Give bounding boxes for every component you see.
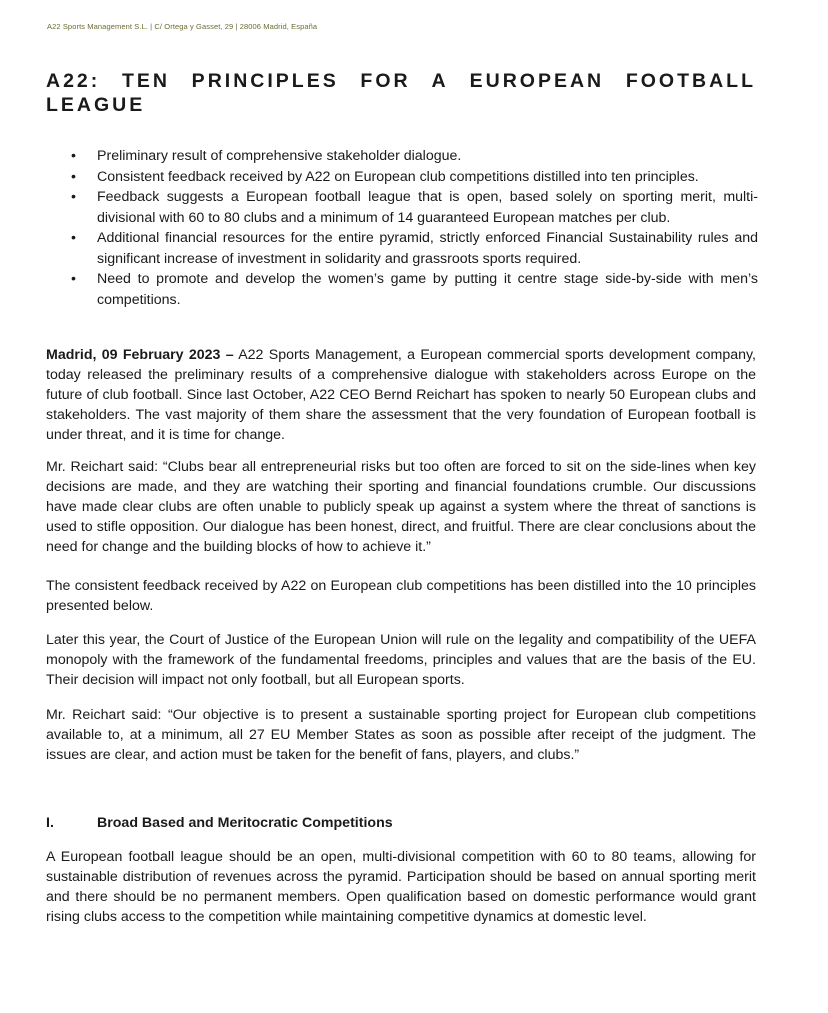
quote-paragraph-2: Mr. Reichart said: “Our objective is to present a sustainable sporting project for European club competitions available to, at a minimum, all 27 EU Member States as soon as possible after receipt of the judgment. The issues are clear, and action must be taken for the benefit of fans, players, and clubs.” bbox=[46, 707, 756, 763]
summary-bullet-list bbox=[46, 146, 758, 310]
intro-paragraph bbox=[46, 345, 756, 445]
court-paragraph: Later this year, the Court of Justice of the European Union will rule on the legality and compatibility of the UEFA monopoly with the framework of the fundamental freedoms, principles and values that are the basis of the EU. Their decision will impact not only football, but all European sports. bbox=[46, 632, 756, 688]
intro-paragraph-text: A22 Sports Management, a European commercial sports development company, today released the preliminary results of a comprehensive dialogue with stakeholders across Europe on the future of club football. Since last October, A22 CEO Bernd Reichart has spoken to nearly 50 European clubs and stakeholders. The vast majority of them share the assessment that the very foundation of European football is under threat, and it is time for change. bbox=[46, 347, 756, 443]
bullet-item: • Need to promote and develop the women’s game by putting it centre stage side-by-side with men’s competitions. bbox=[46, 269, 758, 310]
section-number: I. bbox=[46, 815, 54, 831]
quote-paragraph-1: Mr. Reichart said: “Clubs bear all entrepreneurial risks but too often are forced to sit on the side-lines when key decisions are made, and they are watching their sporting and financial foundations crumble. Our discussions have made clear clubs are often unable to publicly speak up against a system where the threat of sanctions is used to stifle opposition. Our dialogue has been honest, direct, and fruitful. There are clear conclusions about the need for change and the building blocks of how to achieve it.” bbox=[46, 459, 756, 555]
bullet-item: • Consistent feedback received by A22 on European club competitions distilled into ten principles. bbox=[46, 167, 758, 188]
section-title: Broad Based and Meritocratic Competitions bbox=[97, 815, 393, 831]
principles-intro-paragraph: The consistent feedback received by A22 on European club competitions has been distilled into the 10 principles presented below. bbox=[46, 578, 756, 614]
section-paragraph: A European football league should be an open, multi-divisional competition with 60 to 80 teams, allowing for sustainable distribution of revenues across the pyramid. Participation should be based on annual sporting merit and there should be no permanent members. Open qualification based on domestic performance would grant rising clubs access to the competition while maintaining competitive dynamics at domestic level. bbox=[46, 849, 756, 925]
document-title: A22: TEN PRINCIPLES FOR A EUROPEAN FOOTBALL LEAGUE bbox=[46, 70, 756, 116]
bullet-item: • Preliminary result of comprehensive stakeholder dialogue. bbox=[46, 146, 758, 167]
dateline: Madrid, 09 February 2023 – bbox=[46, 347, 234, 363]
bullet-item: • Additional financial resources for the entire pyramid, strictly enforced Financial Sustainability rules and significant increase of investment in solidarity and grassroots sports required. bbox=[46, 228, 758, 269]
letterhead-address: A22 Sports Management S.L. | C/ Ortega y Gasset, 29 | 28006 Madrid, España bbox=[47, 22, 318, 31]
bullet-item: • Feedback suggests a European football league that is open, based solely on sporting merit, multi-divisional with 60 to 80 clubs and a minimum of 14 guaranteed European matches per club. bbox=[46, 187, 758, 228]
section-heading bbox=[46, 813, 756, 833]
